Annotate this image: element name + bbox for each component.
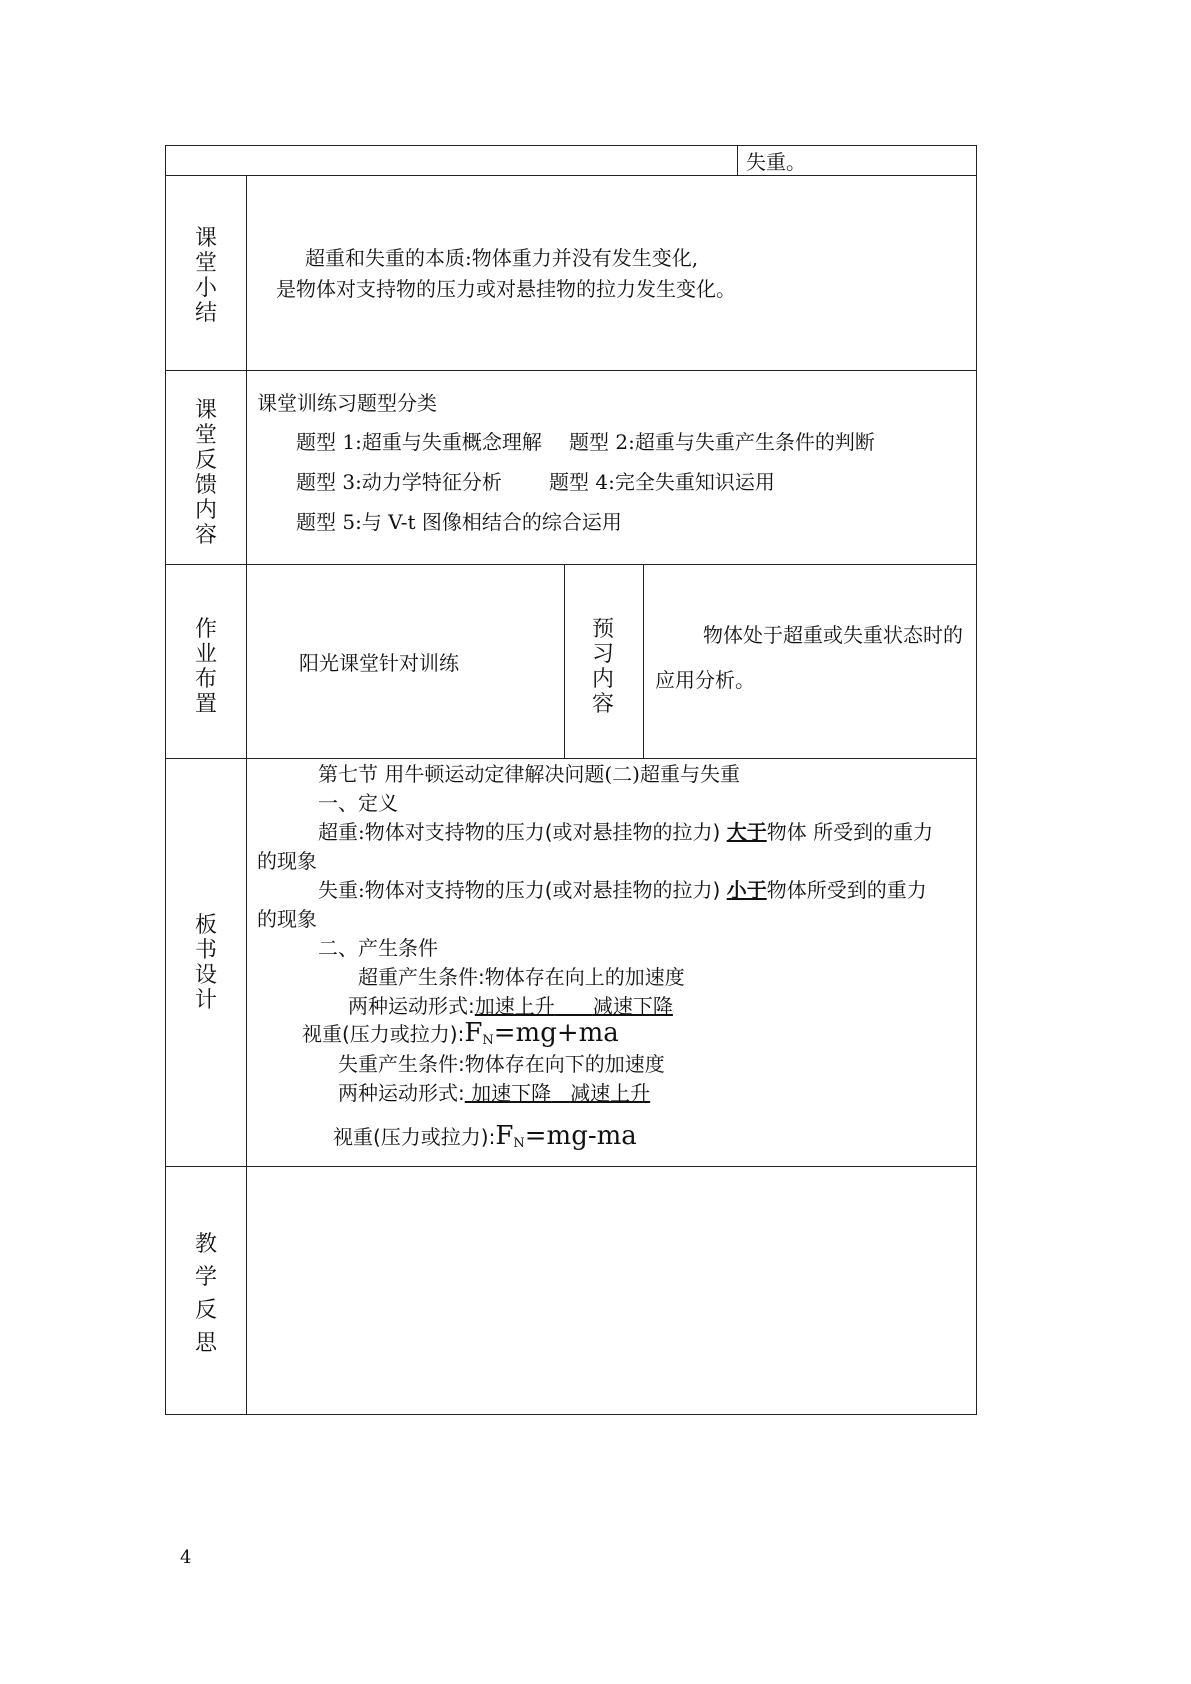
weightless-body: 物体对支持物的压力(或对悬挂物的拉力) xyxy=(364,878,727,902)
label-char: 容 xyxy=(194,523,217,548)
preview-label xyxy=(560,617,646,717)
formula-force: F xyxy=(495,1121,514,1151)
weightless-motion-forms xyxy=(338,1080,650,1106)
label-char: 置 xyxy=(194,692,217,717)
motion-form-2: 减速下降 xyxy=(592,994,673,1018)
overweight-definition-cont: 的现象 xyxy=(257,849,317,873)
motion-form-1: 加速下降 xyxy=(471,1081,552,1105)
formula-rest: =mg+ma xyxy=(493,1018,619,1048)
label-char: 思 xyxy=(194,1331,217,1356)
row-divider-5 xyxy=(165,1166,977,1167)
motion-form-gap xyxy=(551,1081,570,1105)
label-char: 内 xyxy=(591,667,614,692)
feedback-label xyxy=(163,398,249,548)
summary-line-2: 是物体对支持物的压力或对悬挂物的拉力发生变化。 xyxy=(276,277,736,301)
overweight-motion-forms xyxy=(348,993,673,1019)
motion-form-2: 减速上升 xyxy=(570,1081,651,1105)
label-char: 学 xyxy=(194,1265,217,1290)
label-char: 反 xyxy=(194,1298,217,1323)
page-number: 4 xyxy=(180,1547,192,1568)
condition-heading: 二、产生条件 xyxy=(318,936,438,960)
overweight-condition: 超重产生条件:物体存在向上的加速度 xyxy=(358,965,685,989)
overweight-body: 物体对支持物的压力(或对悬挂物的拉力) xyxy=(364,820,727,844)
feedback-type-3 xyxy=(296,469,502,495)
feedback-type-2: 题型 2:超重与失重产生条件的判断 xyxy=(569,430,875,454)
label-char: 业 xyxy=(194,642,217,667)
row-divider-2 xyxy=(165,370,977,371)
label-char: 教 xyxy=(194,1232,217,1257)
formula-subscript: N xyxy=(482,1033,494,1048)
label-char: 计 xyxy=(194,988,217,1013)
label-char: 书 xyxy=(194,938,217,963)
weightless-condition: 失重产生条件:物体存在向下的加速度 xyxy=(338,1052,665,1076)
formula-subscript: N xyxy=(513,1136,525,1151)
preview-line-2: 应用分析。 xyxy=(655,668,755,692)
row-divider-4 xyxy=(165,758,977,759)
motion-forms-label: 两种运动形式: xyxy=(338,1081,465,1105)
apparent-weight-label: 视重(压力或拉力): xyxy=(302,1022,465,1046)
weightless-definition xyxy=(318,877,927,903)
type-3-body: 动力学特征分析 xyxy=(361,470,502,494)
label-char: 课 xyxy=(194,226,217,251)
definition-heading: 一、定义 xyxy=(318,791,398,815)
table-border-right xyxy=(976,145,977,1415)
homework-content: 阳光课堂针对训练 xyxy=(299,651,459,675)
top-row-text: 失重。 xyxy=(746,150,806,174)
label-char: 课 xyxy=(194,398,217,423)
weightless-prefix: 失重: xyxy=(318,878,365,902)
overweight-apparent-weight xyxy=(302,1020,619,1054)
formula-force: F xyxy=(464,1018,483,1048)
row-divider-1 xyxy=(165,175,977,176)
apparent-weight-label: 视重(压力或拉力): xyxy=(333,1125,496,1149)
overweight-tail: 物体 所受到的重力 xyxy=(766,820,934,844)
top-row-divider xyxy=(737,145,738,176)
formula-rest: =mg-ma xyxy=(524,1121,637,1151)
feedback-type-5: 题型 5:与 V-t 图像相结合的综合运用 xyxy=(296,510,622,534)
table-border-top xyxy=(165,145,977,146)
overweight-keyword: 大于 xyxy=(726,820,767,844)
weightless-keyword: 小于 xyxy=(726,878,767,902)
preview-line-1: 物体处于超重或失重状态时的 xyxy=(703,623,963,647)
overweight-prefix: 超重: xyxy=(318,820,365,844)
homework-label xyxy=(163,617,249,717)
feedback-type-1: 题型 1:超重与失重概念理解 xyxy=(296,430,542,454)
feedback-title: 课堂训练习题型分类 xyxy=(257,391,437,415)
board-title: 第七节 用牛顿运动定律解决问题(二)超重与失重 xyxy=(318,762,740,786)
label-char: 堂 xyxy=(194,423,217,448)
table-border-left xyxy=(165,145,166,1415)
label-char: 设 xyxy=(194,963,217,988)
type-3-prefix: 题型 3: xyxy=(296,470,362,494)
label-char: 反 xyxy=(194,448,217,473)
label-char: 小 xyxy=(194,276,217,301)
summary-label xyxy=(163,226,249,326)
label-char: 板 xyxy=(194,913,217,938)
weightless-apparent-weight xyxy=(333,1123,637,1157)
table-border-bottom xyxy=(165,1414,977,1415)
motion-form-1: 加速上升 xyxy=(474,994,555,1018)
label-char: 容 xyxy=(591,692,614,717)
label-char: 结 xyxy=(194,301,217,326)
label-char: 预 xyxy=(591,617,614,642)
reflection-label xyxy=(163,1228,249,1360)
weightless-tail: 物体所受到的重力 xyxy=(766,878,927,902)
motion-form-gap xyxy=(555,994,593,1018)
label-char: 堂 xyxy=(194,251,217,276)
label-char: 布 xyxy=(194,667,217,692)
summary-line-1: 超重和失重的本质:物体重力并没有发生变化, xyxy=(305,246,699,270)
label-char: 作 xyxy=(194,617,217,642)
motion-forms-label: 两种运动形式: xyxy=(348,994,475,1018)
feedback-type-4: 题型 4:完全失重知识运用 xyxy=(549,470,775,494)
label-char: 内 xyxy=(194,498,217,523)
label-char: 习 xyxy=(591,642,614,667)
row-divider-3 xyxy=(165,564,977,565)
board-label xyxy=(163,913,249,1013)
overweight-definition xyxy=(318,819,933,845)
label-char: 馈 xyxy=(194,473,217,498)
weightless-definition-cont: 的现象 xyxy=(257,907,317,931)
